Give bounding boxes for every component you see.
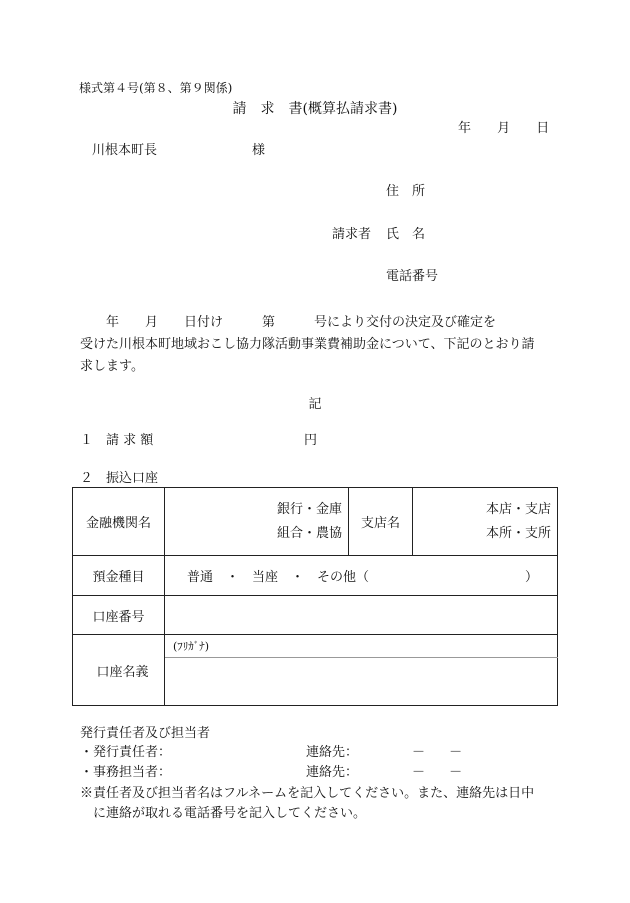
issuer-heading: 発行責任者及び担当者	[80, 726, 211, 741]
account-type-label: 預金種目	[73, 556, 165, 596]
note-line-1: ※責任者及び担当者名はフルネームを記入してください。また、連絡先は日中	[80, 786, 535, 801]
furigana-row	[73, 635, 558, 658]
requester-label: 請求者	[332, 227, 372, 242]
clerk-label: ・事務担当者：	[80, 765, 172, 780]
requester-name-label: 氏 名	[386, 227, 426, 242]
account-number-row	[73, 596, 558, 635]
document-title: 請 求 書(概算払請求書)	[232, 101, 398, 117]
issuer-label: ・発行責任者：	[80, 745, 172, 760]
note-line-2: に連絡が取れる電話番号を記入してください。	[93, 806, 367, 821]
requester-phone-label: 電話番号	[386, 269, 439, 284]
institution-label: 金融機関名	[73, 488, 165, 556]
date-line: 年 月 日	[458, 121, 550, 136]
amount-unit: 円	[304, 433, 318, 448]
clerk-contact-dash: － －	[412, 765, 463, 780]
amount-label: １ 請 求 額	[80, 433, 154, 448]
body-line-1: 年 月 日付け 第 号により交付の決定及び確定を	[80, 315, 497, 330]
account-name-field[interactable]	[165, 658, 558, 706]
account-type-field[interactable]	[165, 556, 558, 596]
branch-type-field[interactable]	[413, 488, 558, 556]
institution-row	[73, 488, 558, 556]
account-name-label: 口座名義	[73, 635, 165, 706]
account-type-options: 普通 ・ 当座 ・ その他（ ）	[187, 570, 539, 585]
honorific: 様	[252, 143, 266, 158]
account-number-label: 口座番号	[73, 596, 165, 635]
furigana-label: (ﾌﾘｶﾞﾅ)	[173, 640, 210, 653]
addressee: 川根本町長	[92, 143, 158, 158]
note	[80, 784, 534, 824]
body-line-3: 求します。	[80, 359, 144, 374]
branch-type-1: 本店・支店	[485, 501, 551, 517]
account-type-row	[73, 556, 558, 596]
branch-label: 支店名	[349, 488, 413, 556]
issuer-contact-dash: － －	[412, 745, 463, 760]
institution-type-1: 銀行・金庫	[276, 501, 342, 517]
furigana-field[interactable]	[165, 635, 558, 658]
institution-type-2: 組合・農協	[276, 525, 342, 541]
body-line-2: 受けた川根本町地域おこし協力隊活動事業費補助金について、下記のとおり請	[80, 337, 535, 352]
body-paragraph	[80, 312, 550, 378]
form-number: 様式第４号(第８、第９関係)	[79, 81, 233, 95]
bank-account-table	[72, 487, 558, 706]
branch-type-2: 本所・支所	[485, 525, 551, 541]
issuer-contact-label: 連絡先：	[306, 745, 359, 760]
bank-section-title: ２ 振込口座	[80, 471, 159, 486]
account-number-field[interactable]	[165, 596, 558, 635]
ki-marker: 記	[308, 397, 322, 412]
institution-type-field[interactable]	[165, 488, 349, 556]
requester-address-label: 住 所	[386, 184, 426, 199]
clerk-contact-label: 連絡先：	[306, 765, 359, 780]
